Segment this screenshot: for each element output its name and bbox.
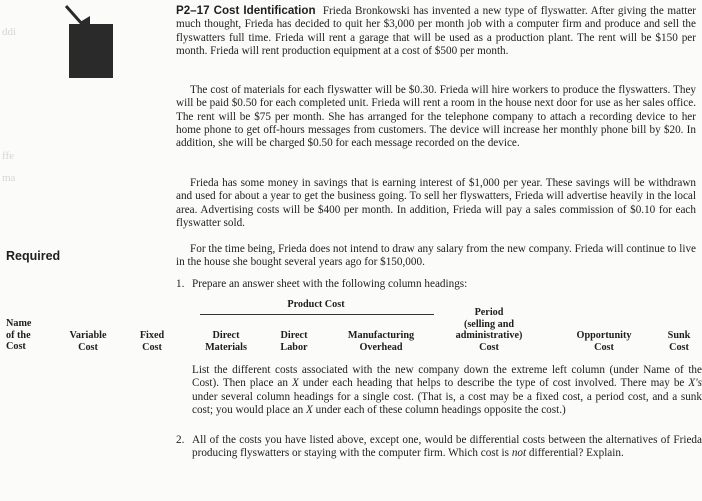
col-variable-cost: Variable Cost [69, 330, 107, 353]
problem-title: Cost Identification [213, 4, 316, 17]
problem-paragraph-2 [176, 84, 696, 150]
col-name-of-cost: Name of the Cost [6, 318, 32, 352]
product-cost-rule [200, 314, 434, 315]
product-cost-group-heading: Product Cost [287, 299, 345, 310]
col-fixed-cost: Fixed Cost [139, 330, 165, 353]
requirement-1-instructions: List the different costs associated with the new company down the extreme left column (under Name of the Cost). Then place an X under each heading that helps to describe the type of cost involved. There may be X's under several column headings for a single cost. (That is, a cost may be a fixed cost, a period cost, and a sunk cost; you would place an X under each of these column headings opposite the cost.) [192, 364, 702, 416]
col-direct-materials: Direct Materials [205, 330, 247, 353]
requirement-2 [176, 434, 702, 474]
col-period-cost: Period (selling and administrative) Cost [455, 307, 523, 353]
paragraph-text: Frieda has some money in savings that is earning interest of $1,000 per year. These savings will be withdrawn and used for about a year to get the business going. To sell her flyswatters, Frieda will advertise heavily in the local area. Advertising costs will be $400 per month. In addition, Frieda will pay a sales commission of $0.10 for each flyswatter sold. [176, 177, 696, 229]
paragraph-text: Frieda Bronkowski has invented a new type of flyswatter. After giving the matter much thought, Frieda has decided to quit her $3,000 per month job with a computer firm and produce and sell the flyswatters full time. Frieda will rent a garage that will be used as a production plant. The rent will be $150 per month. Frieda will rent production equipment at a cost of $500 per month. [176, 5, 697, 57]
bleed-through-text: ddi [2, 26, 17, 38]
requirement-number: 2. [176, 434, 185, 446]
problem-badge-icon [60, 2, 118, 80]
col-manufacturing-overhead: Manufacturing Overhead [347, 330, 415, 353]
problem-paragraph-3 [176, 177, 696, 230]
required-heading: Required [6, 249, 61, 263]
problem-paragraph-4 [176, 243, 696, 270]
bleed-through-text: ffe [2, 150, 15, 162]
col-opportunity-cost: Opportunity Cost [576, 330, 632, 353]
paragraph-text: For the time being, Frieda does not intend to draw any salary from the new company. Frieda will continue to live in the house she bought several years ago for $150,000. [176, 243, 696, 269]
problem-number: P2–17 [176, 4, 210, 17]
requirement-number: 1. [176, 278, 185, 290]
problem-paragraph-1 [176, 4, 696, 58]
col-direct-labor: Direct Labor [280, 330, 308, 353]
requirement-1 [176, 278, 702, 292]
col-sunk-cost: Sunk Cost [667, 330, 691, 353]
bleed-through-text: ma [2, 172, 16, 184]
requirement-intro: Prepare an answer sheet with the following column headings: [192, 278, 468, 290]
requirement-text: All of the costs you have listed above, except one, would be differential costs between the alternatives of Frieda producing flyswatters or staying with the computer firm. Which cost is not differential? Explain. [192, 434, 702, 460]
paragraph-text: The cost of materials for each flyswatter will be $0.30. Frieda will hire workers to produce the flyswatters. They will be paid $0.50 for each completed unit. Frieda will rent a room in the house next door for use as her sales office. The rent will be $75 per month. She has arranged for the telephone company to attach a recording device to her home phone to get off-hours messages from customers. The device will increase her monthly phone bill by $20. In addition, she will be charged $0.50 for each message recorded on the device. [176, 84, 696, 150]
